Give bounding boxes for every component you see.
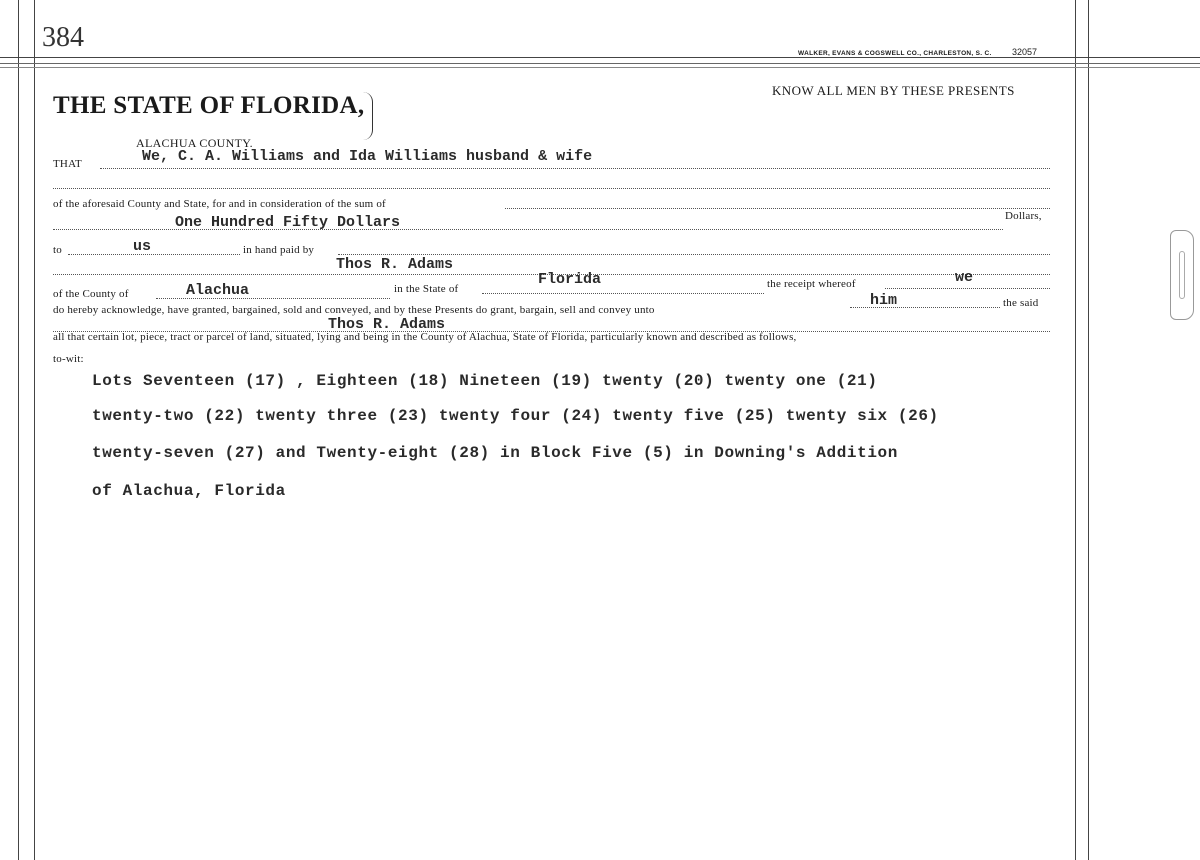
printer-imprint: WALKER, EVANS & COGSWELL CO., CHARLESTON, S. C. [798,50,992,57]
label-aforesaid: of the aforesaid County and State, for and in consideration of the sum of [53,198,386,210]
brace [362,92,373,140]
description-line: twenty-two (22) twenty three (23) twenty four (24) twenty five (25) twenty six (26) [92,407,939,425]
field-receipt-party: we [955,269,974,286]
header-rule-bottom-2 [0,67,1200,68]
left-margin-rule-inner [34,0,35,860]
county-heading: ALACHUA COUNTY. [136,136,253,150]
description-line: Lots Seventeen (17) , Eighteen (18) Nineteen (19) twenty (20) twenty one (21) [92,372,878,390]
field-state: Florida [538,271,602,288]
field-grantors: We, C. A. Williams and Ida Williams husband & wife [142,148,593,165]
page-number: 384 [42,22,84,53]
field-paid-by: Thos R. Adams [336,256,454,273]
description-line: twenty-seven (27) and Twenty-eight (28) in Block Five (5) in Downing's Addition [92,444,898,462]
field-county: Alachua [186,282,250,299]
field-amount: One Hundred Fifty Dollars [175,214,401,231]
form-number: 32057 [1012,47,1038,57]
state-heading: THE STATE OF FLORIDA, [53,92,365,119]
field-unto: him [870,292,898,309]
field-to-party: us [133,238,152,255]
header-rule-top [0,57,1200,58]
label-in-hand-paid-by: in hand paid by [243,244,315,256]
label-receipt-whereof: the receipt whereof [767,278,856,290]
label-to: to [53,244,62,256]
binder-ring [1170,230,1194,320]
right-margin-rule [1075,0,1076,860]
to-line [68,254,240,255]
aforesaid-line [505,208,1050,209]
right-margin-rule-outer [1088,0,1089,860]
label-of-the-county-of: of the County of [53,288,129,300]
description-line: of Alachua, Florida [92,482,286,500]
label-in-the-state-of: in the State of [394,283,459,295]
state-line [482,293,764,294]
field-said: Thos R. Adams [328,316,446,333]
amount-line [53,229,1003,230]
presents-heading: KNOW ALL MEN BY THESE PRESENTS [772,83,1015,98]
label-acknowledge: do hereby acknowledge, have granted, bargained, sold and conveyed, and by these Presents do grant, bargain, sell and convey unto [53,304,655,316]
label-to-wit: to-wit: [53,353,84,365]
label-dollars: Dollars, [1005,210,1042,222]
label-that: THAT [53,158,82,170]
that-line [100,168,1050,169]
label-all-that: all that certain lot, piece, tract or parcel of land, situated, lying and being in the County of Alachua, State of Florida, particularly known and described as follows, [53,331,797,343]
left-margin-rule [18,0,19,860]
header-rule-bottom [0,63,1200,64]
receipt-line [885,288,1050,289]
blank-line-1 [53,188,1050,189]
paid-by-line [338,254,1050,255]
label-the-said: the said [1003,297,1039,309]
